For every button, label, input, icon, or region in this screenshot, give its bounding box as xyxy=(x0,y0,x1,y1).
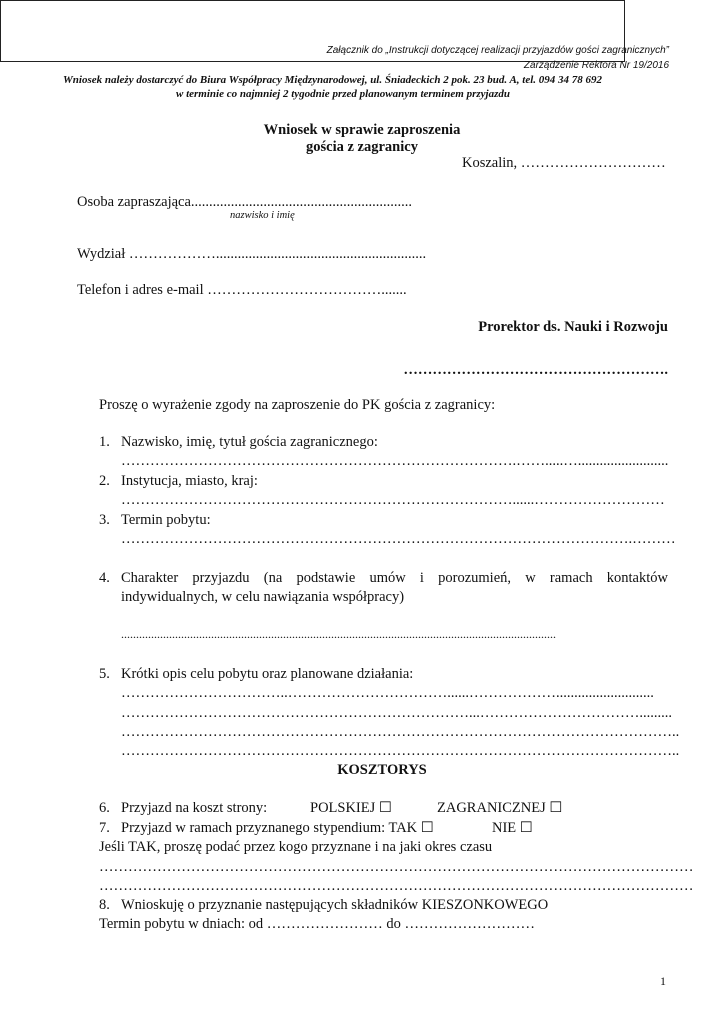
scholarship-no-checkbox[interactable]: NIE ☐ xyxy=(492,820,533,836)
item-1-number: 1. xyxy=(99,434,110,450)
item-5-field-3[interactable]: …………………………………………………………………………………………………….. xyxy=(121,724,680,740)
item-5-label: Krótki opis celu pobytu oraz planowane działania: xyxy=(121,666,414,682)
item-2-field[interactable]: ………………………………………………………………………......……………………… xyxy=(121,492,665,508)
polish-side-checkbox[interactable]: POLSKIEJ ☐ xyxy=(310,800,392,816)
item-3-number: 3. xyxy=(99,512,110,528)
faculty-field[interactable]: Wydział ……………….......................................................... xyxy=(77,246,427,262)
item-3-field[interactable]: …………………………………………………………………………………………….……… xyxy=(121,531,676,547)
item-7-if-yes: Jeśli TAK, proszę podać przez kogo przyznane i na jaki okres czasu xyxy=(99,839,493,855)
phone-email-field[interactable]: Telefon i adres e-mail ………………………………....... xyxy=(77,282,407,298)
item-7-number: 7. xyxy=(99,820,110,836)
request-text: Proszę o wyrażenie zgody na zaproszenie do PK gościa z zagranicy: xyxy=(99,397,496,413)
header-deadline-line: w terminie co najmniej 2 tygodnie przed planowanym terminem przyjazdu xyxy=(176,88,510,100)
inviter-field[interactable]: Osoba zapraszająca............................................................. xyxy=(77,194,413,210)
place-date-field[interactable]: Koszalin, ………………………… xyxy=(462,155,666,171)
signature-line[interactable]: ………………………………………………. xyxy=(403,362,668,378)
item-5-number: 5. xyxy=(99,666,110,682)
item-3-label: Termin pobytu: xyxy=(121,512,211,528)
item-5-field-4[interactable]: …………………………………………………………………………………………………….. xyxy=(121,743,680,759)
item-7-field-1[interactable]: …………………………………………………………………………………………………………… xyxy=(99,859,694,875)
item-2-number: 2. xyxy=(99,473,110,489)
item-8-label: Wnioskuję o przyznanie następujących składników KIESZONKOWEGO xyxy=(121,897,549,913)
foreign-side-checkbox[interactable]: ZAGRANICZNEJ ☐ xyxy=(437,800,563,816)
header-annex-line: Załącznik do „Instrukcji dotyczącej realizacji przyjazdów gości zagranicznych” xyxy=(326,45,669,56)
item-1-field[interactable]: ……………………………………………………………………….…….....…......................... xyxy=(121,453,669,469)
item-4-label-cont: indywidualnych, w celu nawiązania współpracy) xyxy=(121,589,405,605)
costs-heading: KOSZTORYS xyxy=(337,762,427,778)
item-6-number: 6. xyxy=(99,800,110,816)
item-1-label: Nazwisko, imię, tytuł gościa zagranicznego: xyxy=(121,434,378,450)
form-title-line2: gościa z zagranicy xyxy=(306,139,418,155)
item-5-field-1[interactable]: ……………………………..……………………………......………………........................... xyxy=(121,685,654,701)
item-5-field-2[interactable]: ………………………………………………………………...……………………………......... xyxy=(121,705,672,721)
header-delivery-line: Wniosek należy dostarczyć do Biura Współpracy Międzynarodowej, ul. Śniadeckich 2 pok. 23 bud. A, tel. 094 34 78 692 xyxy=(63,74,603,86)
stay-term-field[interactable]: Termin pobytu w dniach: od …………………… do ……………………… xyxy=(99,916,535,932)
item-6-label: Przyjazd na koszt strony: xyxy=(121,800,268,816)
form-title-line1: Wniosek w sprawie zaproszenia xyxy=(263,122,461,138)
item-4-field[interactable]: ................................................................................................................................................. xyxy=(121,627,556,641)
item-4-number: 4. xyxy=(99,570,110,586)
inviter-hint: nazwisko i imię xyxy=(230,210,295,221)
item-7-field-2[interactable]: …………………………………………………………………………………………………………… xyxy=(99,878,694,894)
item-4-label: Charakter przyjazdu (na podstawie umów i porozumień, w ramach kontaktów xyxy=(121,570,668,586)
item-8-number: 8. xyxy=(99,897,110,913)
header-regulation-line: Zarządzenie Rektora Nr 19/2016 xyxy=(523,60,669,71)
page-number: 1 xyxy=(660,974,666,988)
scholarship-yes-checkbox[interactable]: Przyjazd w ramach przyznanego stypendium: TAK ☐ xyxy=(121,820,434,836)
item-2-label: Instytucja, miasto, kraj: xyxy=(121,473,258,489)
addressee: Prorektor ds. Nauki i Rozwoju xyxy=(478,319,668,335)
